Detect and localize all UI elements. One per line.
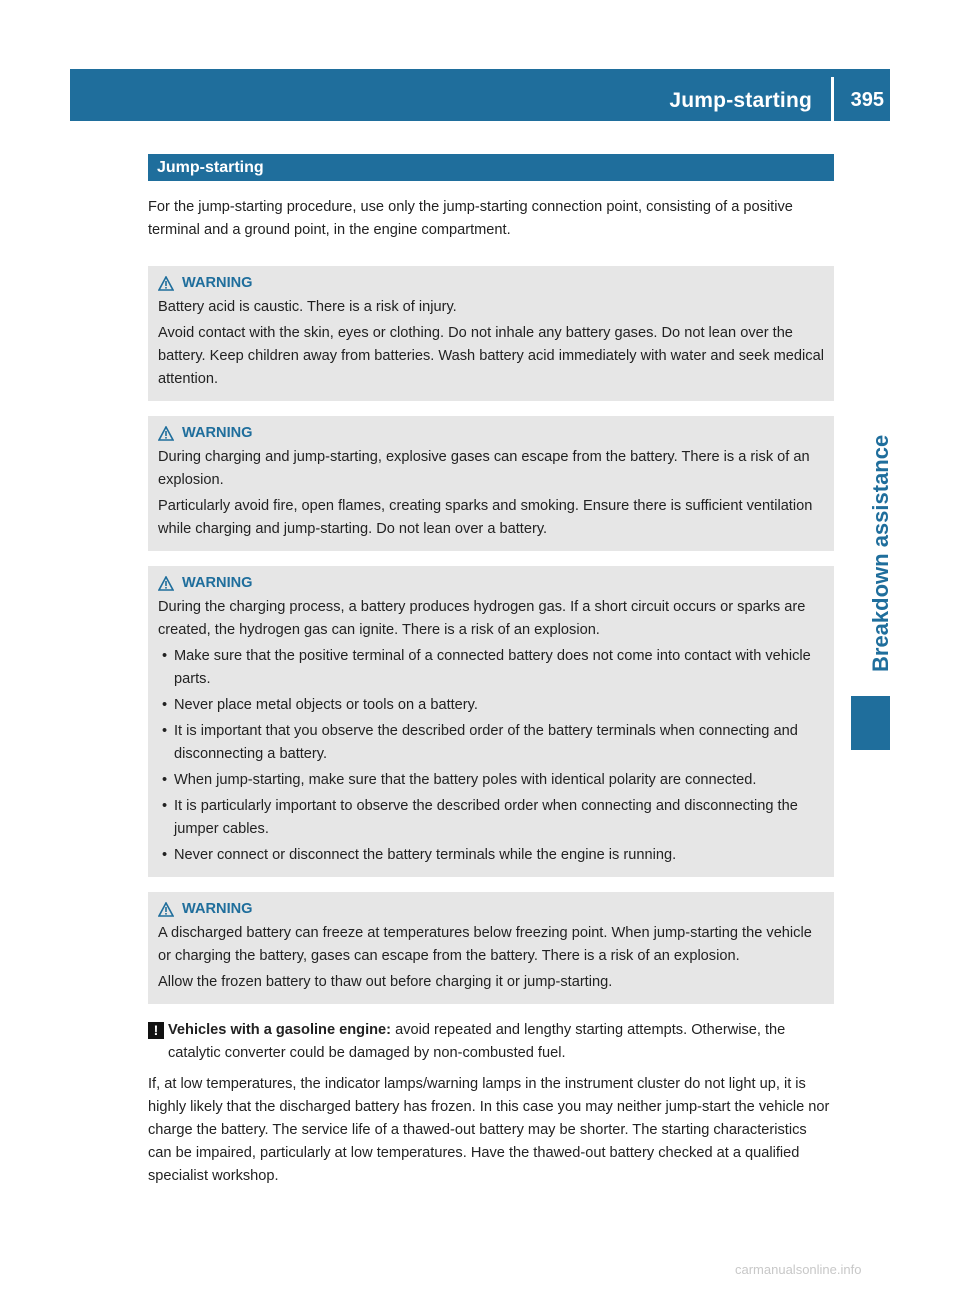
- warning-box: [148, 566, 834, 877]
- warning-bullet: • Make sure that the positive terminal of a connected battery does not come into contact with vehicle parts.: [158, 645, 826, 691]
- warning-text: During charging and jump-starting, explosive gases can escape from the battery. There is a risk of an explosion.: [158, 449, 810, 488]
- notice-paragraph: [148, 1019, 834, 1065]
- warning-header: [158, 421, 826, 446]
- warning-bullet: • It is important that you observe the described order of the battery terminals when connecting and disconnecting a battery.: [158, 720, 826, 766]
- warning-triangle-icon: [158, 902, 174, 917]
- notice-heading: Vehicles with a gasoline engine:: [168, 1022, 392, 1038]
- warning-text: During the charging process, a battery produces hydrogen gas. If a short circuit occurs or sparks are created, the hydrogen gas can ignite. There is a risk of an explosion.: [158, 599, 806, 638]
- warning-text: Battery acid is caustic. There is a risk of injury.: [158, 299, 457, 315]
- warning-triangle-icon: [158, 276, 174, 291]
- warning-label: WARNING: [182, 425, 253, 441]
- warning-bullet: • When jump-starting, make sure that the battery poles with identical polarity are connected.: [158, 769, 826, 792]
- warning-box: [148, 892, 834, 1004]
- warning-text: Particularly avoid fire, open flames, creating sparks and smoking. Ensure there is sufficient ventilation while charging and jump-starting. Do not lean over a battery.: [158, 498, 813, 537]
- header-divider: [831, 77, 834, 121]
- side-tab-marker: [851, 696, 890, 750]
- warning-header: [158, 897, 826, 922]
- exclamation-icon: !: [148, 1022, 164, 1039]
- intro-paragraph: For the jump-starting procedure, use only the jump-starting connection point, consisting of a positive terminal and a ground point, in the engine compartment.: [148, 199, 793, 238]
- warning-label: WARNING: [182, 275, 253, 291]
- warning-text: A discharged battery can freeze at temperatures below freezing point. When jump-starting the vehicle or charging the battery, gases can escape from the battery. There is a risk of an explosion.: [158, 925, 812, 964]
- warning-bullet: • Never connect or disconnect the battery terminals while the engine is running.: [158, 844, 826, 867]
- warning-box: [148, 416, 834, 551]
- side-tab: [851, 130, 893, 685]
- header-title: Jump-starting: [669, 89, 812, 112]
- warning-label: WARNING: [182, 575, 253, 591]
- warning-box: [148, 266, 834, 401]
- warning-triangle-icon: [158, 576, 174, 591]
- warning-text: Avoid contact with the skin, eyes or clothing. Do not inhale any battery gases. Do not lean over the battery. Keep children away from batteries. Wash battery acid immediately with water and seek medical attention.: [158, 325, 824, 387]
- closing-paragraph: If, at low temperatures, the indicator lamps/warning lamps in the instrument cluster do not light up, it is highly likely that the discharged battery has frozen. In this case you may neither jump-start the vehicle nor charge the battery. The service life of a thawed-out battery may be shorter. The starting characteristics can be impaired, particularly at low temperatures. Have the thawed-out battery checked at a qualified specialist workshop.: [148, 1076, 830, 1184]
- warning-text: Allow the frozen battery to thaw out before charging it or jump-starting.: [158, 974, 613, 990]
- warning-bullet: • It is particularly important to observe the described order when connecting and disconnecting the jumper cables.: [158, 795, 826, 841]
- side-tab-label: Breakdown assistance: [867, 434, 893, 672]
- warning-triangle-icon: [158, 426, 174, 441]
- warning-label: WARNING: [182, 901, 253, 917]
- warning-header: [158, 271, 826, 296]
- warning-bullet: • Never place metal objects or tools on a battery.: [158, 694, 826, 717]
- page-number: 395: [850, 89, 884, 111]
- notice-text: avoid repeated and lengthy starting attempts. Otherwise, the catalytic converter could be damaged by non-combusted fuel.: [168, 1022, 786, 1061]
- footer-watermark: carmanualsonline.info: [735, 1262, 862, 1277]
- page-header: [70, 69, 890, 121]
- section-title: Jump-starting: [148, 154, 834, 181]
- page-content: [148, 154, 834, 1188]
- warning-header: [158, 571, 826, 596]
